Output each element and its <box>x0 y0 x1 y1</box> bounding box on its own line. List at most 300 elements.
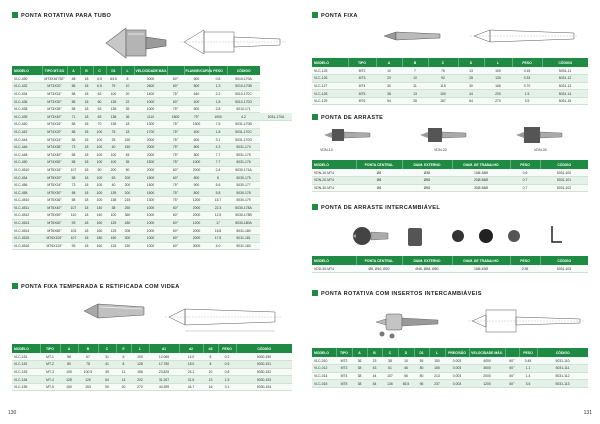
table-cell: 900 <box>184 181 209 189</box>
table-row <box>12 159 292 167</box>
table-cell: 18 <box>80 234 93 242</box>
table-cell: 800 <box>184 151 209 159</box>
table-cell: 60° <box>505 372 519 380</box>
table-cell: 31.6 <box>179 376 203 384</box>
table-cell: MT5X24° <box>42 181 67 189</box>
table-cell: VLC-153 <box>12 368 40 376</box>
column-header: D1 <box>414 348 429 357</box>
table-cell: 1000 <box>134 212 167 220</box>
table-cell: 18 <box>80 219 93 227</box>
table-cell: 2600 <box>134 83 167 91</box>
table-cell: 18 <box>80 181 93 189</box>
table-row <box>312 372 588 380</box>
table-cell: 35 <box>121 159 134 167</box>
table-cell: 5010-170B <box>227 83 260 91</box>
table-cell: 75° <box>167 181 184 189</box>
column-header: MODELO <box>312 348 336 357</box>
table-cell: 18 <box>80 121 93 129</box>
table-cell: VLC-127 <box>312 82 348 90</box>
column-header <box>505 348 519 357</box>
table-cell: 140 <box>93 204 106 212</box>
table-cell: 100 <box>106 159 121 167</box>
table-cell: VLC-454 <box>12 174 42 182</box>
table-cell: 75° <box>167 90 184 98</box>
table-cell: 6.5 <box>93 75 106 83</box>
table-cell: 64 <box>458 97 484 105</box>
table-cell: 18 <box>80 90 93 98</box>
right-page <box>300 0 600 424</box>
table-row <box>12 136 292 144</box>
table-cell: MT4X36° <box>42 143 67 151</box>
table-cell: 10Ø-38Ø <box>452 169 510 177</box>
table-cell: 7 <box>402 67 428 75</box>
table-cell: 31.267 <box>149 376 179 384</box>
table-cell: 200 <box>484 90 512 98</box>
table-cell: 63.5 <box>106 75 121 83</box>
table-cell: 1500 <box>134 189 167 197</box>
table-cell: 23.825 <box>149 368 179 376</box>
page-number: 131 <box>583 410 592 416</box>
table-cell: 28 <box>402 97 428 105</box>
table-cell: 15.8 <box>209 227 227 235</box>
table-cell: MT4 <box>348 82 376 90</box>
table-cell: 5031-100 <box>540 169 588 177</box>
table-cell: 3.1 <box>209 136 227 144</box>
table-cell: 1000 <box>134 105 167 113</box>
table-cell: 46 <box>398 365 414 373</box>
table-cell: 14 <box>116 376 131 384</box>
table-cell: 75 <box>106 83 121 91</box>
table-row <box>312 67 588 75</box>
table-cell: 200 <box>121 174 134 182</box>
table-row <box>12 361 292 369</box>
column-header: d3 <box>203 344 218 353</box>
table-cell: 107 <box>67 204 80 212</box>
table-cell: 75° <box>167 189 184 197</box>
table-cell: 100 <box>106 151 121 159</box>
table-cell: 10 <box>203 368 218 376</box>
table-cell: 128 <box>60 376 78 384</box>
table-cell: 2.2 <box>209 90 227 98</box>
table-row <box>312 265 588 273</box>
column-header: VELOCIDADE MÁX. <box>134 66 167 75</box>
table-cell: 0.8 <box>218 368 236 376</box>
table-row <box>12 368 292 376</box>
column-header: PESO <box>218 344 236 353</box>
table-cell: 5031-170C <box>227 128 260 136</box>
table-row <box>12 204 292 212</box>
caption-vdn30: VDN-30 <box>534 148 547 152</box>
table-cell: 160 <box>93 227 106 235</box>
table-cell: 237 <box>429 380 445 388</box>
table-cell: 75° <box>167 128 184 136</box>
column-header: CÓDIGO <box>537 348 588 357</box>
table-cell: 60° <box>167 166 184 174</box>
table-cell: 5031-113 <box>537 380 588 388</box>
table-row <box>12 174 292 182</box>
table-cell: 1000 <box>134 234 167 242</box>
table-cell: 213 <box>429 372 445 380</box>
table-cell: 5031-13 <box>542 82 588 90</box>
table-cell: 5030-177 <box>227 181 260 189</box>
table-cell: 2000 <box>134 166 167 174</box>
section-title: PONTA ROTATIVA COM INSERTOS INTERCAMBIÁVEIS <box>312 290 482 297</box>
table-cell: 1800 <box>167 113 184 121</box>
table-row <box>12 105 292 113</box>
column-header: DIAM. EXTERNO <box>402 160 452 169</box>
table-cell: 63 <box>106 174 121 182</box>
drive-center-table <box>312 160 588 192</box>
column-header: B <box>80 66 93 75</box>
column-header: PESO <box>209 66 227 75</box>
table-cell: 103 <box>67 227 80 235</box>
table-cell: 0.003 <box>445 380 469 388</box>
table-cell: VDN-20-MT4 <box>312 177 356 185</box>
table-cell: Ø58 <box>402 177 452 185</box>
column-header: D1 <box>106 66 121 75</box>
table-cell: 30Ø-58Ø <box>452 184 510 192</box>
table-cell: 3.5 <box>512 97 542 105</box>
table-cell: 180 <box>93 234 106 242</box>
table-cell: MT4 <box>336 372 352 380</box>
table-row <box>12 151 292 159</box>
table-cell: 5031-101 <box>540 177 588 185</box>
hardened-fixed-center-image <box>80 298 150 324</box>
table-cell: 138 <box>106 197 121 205</box>
table-cell: 105 <box>60 368 78 376</box>
table-row <box>12 113 292 121</box>
table-cell: VLC-014 <box>312 372 336 380</box>
table-row <box>12 227 292 235</box>
table-cell: 54 <box>376 97 402 105</box>
table-cell: 7.5 <box>209 121 227 129</box>
table-cell: 5030-153 <box>236 376 292 384</box>
table-cell: 126 <box>78 376 98 384</box>
table-cell: 63 <box>93 105 106 113</box>
table-row <box>12 83 292 91</box>
table-cell: MT4X24° <box>42 136 67 144</box>
table-cell: 5030-180A <box>227 219 260 227</box>
table-row <box>312 184 588 192</box>
table-cell: 0.70 <box>512 82 542 90</box>
column-header: L <box>121 66 134 75</box>
table-cell: 1.3 <box>209 83 227 91</box>
table-cell: 300 <box>121 234 134 242</box>
table-cell: 150 <box>121 136 134 144</box>
table-cell: 0.15 <box>512 67 542 75</box>
table-cell: VLC-152 <box>12 361 40 369</box>
table-cell: MT3X30° <box>42 98 67 106</box>
table-cell: 165 <box>429 365 445 373</box>
column-header: CÓDIGO <box>227 66 260 75</box>
table-cell: 5031-12 <box>542 75 588 83</box>
table-row <box>12 75 292 83</box>
table-cell: 100 <box>93 151 106 159</box>
column-header: DIAM. EXTERNO <box>402 256 452 265</box>
table-cell: 18 <box>80 204 93 212</box>
table-cell: 1000 <box>134 227 167 235</box>
table-cell: 13 <box>458 67 484 75</box>
column-header: MODELO <box>312 256 356 265</box>
table-row <box>312 177 588 185</box>
table-cell: 8 <box>116 361 131 369</box>
table-cell: 2000 <box>184 234 209 242</box>
table-cell: 100 <box>93 143 106 151</box>
table-cell: VLC-448 <box>12 151 42 159</box>
table-row <box>12 383 292 391</box>
table-cell: 75 <box>428 67 458 75</box>
table-cell: 38 <box>382 357 398 365</box>
rotating-tube-center-image <box>100 22 170 64</box>
table-cell: VLC-4515 <box>12 234 42 242</box>
column-header: CÓDIGO <box>236 344 292 353</box>
table-cell: VLC-456 <box>12 181 42 189</box>
table-cell: 6 <box>116 353 131 361</box>
table-cell: MT3 <box>348 75 376 83</box>
table-cell: 5031-181 <box>227 234 260 242</box>
table-cell: 65.5 <box>398 380 414 388</box>
table-cell: 135 <box>106 105 121 113</box>
table-cell: 2000 <box>134 143 167 151</box>
table-cell: MT6X100° <box>42 234 67 242</box>
table-cell: 1500 <box>134 181 167 189</box>
table-row <box>312 82 588 90</box>
table-cell: 1500 <box>134 174 167 182</box>
table-cell: 10 <box>402 75 428 83</box>
table-cell: 60° <box>505 357 519 365</box>
table-cell: MT-1 <box>40 353 60 361</box>
table-cell: 5031-176 <box>227 159 260 167</box>
table-cell: 0.33 <box>512 75 542 83</box>
table-cell: 0.6 <box>510 169 540 177</box>
table-cell: 75° <box>184 113 209 121</box>
table-cell: 2000 <box>184 166 209 174</box>
column-header: MODELO <box>12 66 42 75</box>
table-cell: 138 <box>106 121 121 129</box>
table-cell: VLC-154 <box>12 376 40 384</box>
table-cell: VLC-436 <box>12 98 42 106</box>
table-cell: 41 <box>98 361 116 369</box>
table-cell: 2.35 <box>510 265 540 273</box>
table-cell: 4.2 <box>227 113 260 121</box>
table-row <box>312 97 588 105</box>
table-cell: 71 <box>67 113 80 121</box>
table-cell: 130 <box>484 75 512 83</box>
table-cell: 64 <box>98 376 116 384</box>
table-cell: 60° <box>167 219 184 227</box>
table-row <box>12 242 292 250</box>
table-cell: 58 <box>67 189 80 197</box>
table-cell: 1300 <box>184 121 209 129</box>
section-marker-icon <box>12 12 18 18</box>
table-cell: 1110 <box>134 113 167 121</box>
fixed-center-image <box>382 28 442 44</box>
table-cell: 1000 <box>134 204 167 212</box>
table-cell: 100 <box>93 174 106 182</box>
table-cell: 18 <box>80 128 93 136</box>
column-header: DIAM. DE TRABALHO <box>452 256 510 265</box>
table-cell: VLC-438 <box>12 105 42 113</box>
table-cell: 58 <box>67 159 80 167</box>
table-cell: 20 <box>376 75 402 83</box>
caption-vdn20: VDN-20 <box>434 148 447 152</box>
hardened-center-drawing <box>165 295 285 340</box>
table-cell: VLC-151 <box>12 353 40 361</box>
table-cell: 400 <box>184 98 209 106</box>
table-cell: 14.0 <box>179 353 203 361</box>
table-cell: 16 <box>203 383 218 391</box>
table-cell: 56 <box>398 372 414 380</box>
table-cell: 5030-175 <box>227 174 260 182</box>
table-cell: 60° <box>505 365 519 373</box>
table-cell: VLC-4510 <box>12 166 42 174</box>
table-cell: 5031-15 <box>542 97 588 105</box>
column-header <box>167 66 184 75</box>
table-cell: 0.7 <box>510 177 540 185</box>
table-cell: MT5X50° <box>42 212 67 220</box>
table-row <box>12 166 292 174</box>
table-cell: 4.0 <box>209 242 227 250</box>
table-cell: 100 <box>93 197 106 205</box>
table-cell: MT5 <box>348 90 376 98</box>
table-cell: 135 <box>106 98 121 106</box>
table-cell: 1700 <box>134 128 167 136</box>
table-cell: 2000 <box>469 372 505 380</box>
table-row <box>12 143 292 151</box>
column-header: MODELO <box>312 160 356 169</box>
table-cell: 125 <box>106 219 121 227</box>
table-cell: 360 <box>121 212 134 220</box>
table-cell: VLC-155 <box>12 383 40 391</box>
table-cell: 44 <box>367 372 382 380</box>
table-row <box>12 189 292 197</box>
table-cell: 0.8 <box>209 75 227 83</box>
table-cell: 50 <box>121 166 134 174</box>
table-cell: 3.1 <box>218 383 236 391</box>
table-cell: 5030-178 <box>227 189 260 197</box>
section-marker-icon <box>312 204 318 210</box>
table-cell: 10 <box>121 83 134 91</box>
column-header: B <box>402 58 428 67</box>
table-cell: 250 <box>121 204 134 212</box>
table-cell: VLC-430 <box>12 75 42 83</box>
table-cell: 18.0 <box>179 361 203 369</box>
table-cell: 5.8 <box>209 189 227 197</box>
table-cell: 75° <box>167 143 184 151</box>
table-cell: 20 <box>116 383 131 391</box>
table-cell: VLC-4514 <box>12 227 42 235</box>
table-cell: 17.5 <box>209 234 227 242</box>
table-cell: 1.8 <box>209 98 227 106</box>
table-cell: 18 <box>80 197 93 205</box>
table-cell: 18 <box>121 121 134 129</box>
table-cell: Ø8 <box>356 177 402 185</box>
table-cell: 1.1 <box>519 365 537 373</box>
table-cell: 48 <box>67 75 80 83</box>
table-cell: 100 <box>106 212 121 220</box>
column-header: CÓDIGO <box>542 58 588 67</box>
section-marker-icon <box>312 12 318 18</box>
table-row <box>312 90 588 98</box>
table-cell: 4.3 <box>209 143 227 151</box>
table-cell: 5030-154 <box>236 383 292 391</box>
table-cell: 5030-152 <box>236 368 292 376</box>
column-header: TIPO <box>336 348 352 357</box>
table-cell: VLC-444 <box>12 136 42 144</box>
table-cell: MT5X36° <box>42 197 67 205</box>
table-cell: 7.7 <box>209 159 227 167</box>
table-cell: MT5X16° <box>42 166 67 174</box>
section-title: PONTA DE ARRASTE <box>312 114 383 121</box>
table-cell: 75° <box>167 105 184 113</box>
table-cell: 200 <box>106 166 121 174</box>
table-cell: VDD-30-MT4 <box>312 265 356 273</box>
table-cell: 60° <box>505 380 519 388</box>
table-cell: VLC-4511 <box>12 204 42 212</box>
table-cell: MT3X40° <box>42 113 67 121</box>
table-cell: 18 <box>121 128 134 136</box>
table-cell: 75 <box>106 128 121 136</box>
table-cell: 100 <box>131 353 149 361</box>
table-cell: 35 <box>121 105 134 113</box>
table-cell: 18 <box>80 98 93 106</box>
table-row <box>312 380 588 388</box>
table-cell: 60° <box>167 234 184 242</box>
table-cell: 100 <box>93 181 106 189</box>
table-cell: 0.2 <box>218 353 236 361</box>
table-cell: 30 <box>376 82 402 90</box>
table-cell: 15Ø-45Ø <box>452 265 510 273</box>
table-cell: VLC-015 <box>312 380 336 388</box>
table-cell: 5030-174A <box>227 166 260 174</box>
section-marker-icon <box>312 114 318 120</box>
table-cell: 125 <box>106 227 121 235</box>
table-cell: 75° <box>167 151 184 159</box>
table-cell: 92 <box>428 75 458 83</box>
column-header: A <box>352 348 367 357</box>
table-cell: 18 <box>80 159 93 167</box>
table-row <box>12 212 292 220</box>
table-row <box>312 365 588 373</box>
column-header: DIAM. DE TRABALHO <box>452 160 510 169</box>
table-cell: 5031-175 <box>227 151 260 159</box>
drive-center-vdn30-image <box>514 124 564 146</box>
table-cell: 80 <box>60 361 78 369</box>
table-cell: VLC-012 <box>312 365 336 373</box>
table-cell: 5030-179 <box>227 197 260 205</box>
table-cell: 38 <box>352 372 367 380</box>
section-marker-icon <box>312 290 318 296</box>
table-cell: MT5X20° <box>42 174 67 182</box>
table-cell: 0.45 <box>519 357 537 365</box>
table-cell: 100 <box>93 159 106 167</box>
table-cell: 12.065 <box>149 353 179 361</box>
table-cell: 150 <box>106 234 121 242</box>
table-cell: Ø58 <box>402 184 452 192</box>
table-cell: 0.003 <box>445 357 469 365</box>
table-cell: 150 <box>121 143 134 151</box>
table-cell: 11 <box>116 368 131 376</box>
table-cell: 40 <box>106 143 121 151</box>
table-cell: 8 <box>121 75 134 83</box>
section-title: PONTA ROTATIVA PARA TUBO <box>12 12 111 19</box>
rotating-center-inserts-drawing <box>468 302 586 340</box>
table-cell: 2000 <box>134 136 167 144</box>
table-cell: 5031-170A <box>260 113 292 121</box>
table-cell: 58 <box>67 90 80 98</box>
drive-center-vdn20-image <box>418 124 468 146</box>
table-cell: 5031-174 <box>227 143 260 151</box>
